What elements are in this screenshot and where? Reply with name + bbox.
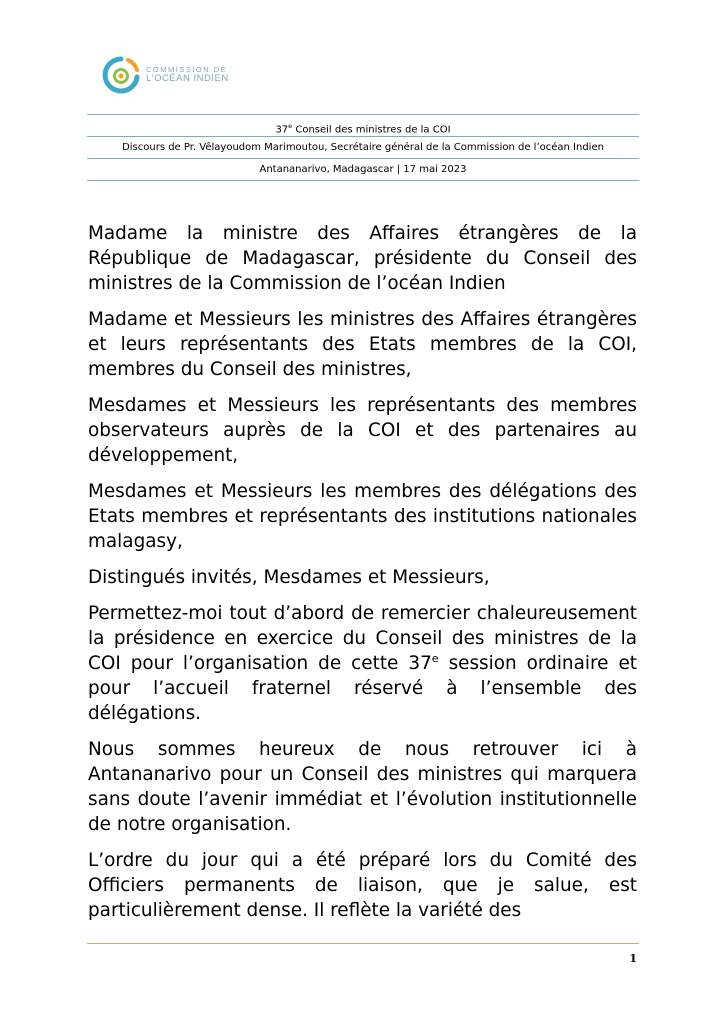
- header-top-rule: [87, 114, 639, 115]
- logo-line-2: L'OCÉAN INDIEN: [146, 72, 229, 84]
- coi-logo: [101, 56, 229, 94]
- page-number: 1: [629, 952, 637, 965]
- logo-line-1: COMMISSION DE: [146, 64, 228, 74]
- header-speech: Discours de Pr. Vêlayoudom Marimoutou, Secrétaire général de la Commission de l’océan Indien: [122, 142, 604, 153]
- paragraph-4: Mesdames et Messieurs les membres des délégations des Etats membres et représentants des institutions nationales malagasy,: [88, 481, 637, 552]
- paragraph-8: L’ordre du jour qui a été préparé lors du Comité des Officiers permanents de liaison, que je salue, est particulièrement dense. Il reflète la variété des: [88, 850, 637, 921]
- header-rule-2: [87, 158, 639, 159]
- paragraph-5: Distingués invités, Mesdames et Messieurs,: [88, 567, 490, 588]
- paragraph-6: Permettez-moi tout d’abord de remercier chaleureusement la présidence en exercice du Conseil des ministres de la COI pour l’organisation de cette 37e session ordinaire et pour l’accueil fraternel réservé à l’ensemble des délégations.: [88, 603, 637, 724]
- paragraph-1: Madame la ministre des Affaires étrangères de la République de Madagascar, présidente du Conseil des ministres de la Commission de l’océan Indien: [88, 223, 637, 294]
- paragraph-2: Madame et Messieurs les ministres des Affaires étrangères et leurs représentants des Etats membres de la COI, membres du Conseil des ministres,: [88, 309, 637, 380]
- header-place-date: Antananarivo, Madagascar | 17 mai 2023: [259, 164, 467, 175]
- header-rule-1: [87, 136, 639, 137]
- header-title: 37e Conseil des ministres de la COI: [275, 122, 451, 136]
- coi-logo-icon: [101, 56, 141, 94]
- speech-body: [88, 221, 637, 934]
- paragraph-7: Nous sommes heureux de nous retrouver ici à Antananarivo pour un Conseil des ministres qui marquera sans doute l’avenir immédiat et l’évolution institutionnelle de notre organisation.: [88, 739, 637, 835]
- header-bottom-rule: [87, 180, 639, 181]
- footer-rule: [87, 943, 639, 944]
- paragraph-3: Mesdames et Messieurs les représentants des membres observateurs auprès de la COI et des partenaires au développement,: [88, 395, 637, 466]
